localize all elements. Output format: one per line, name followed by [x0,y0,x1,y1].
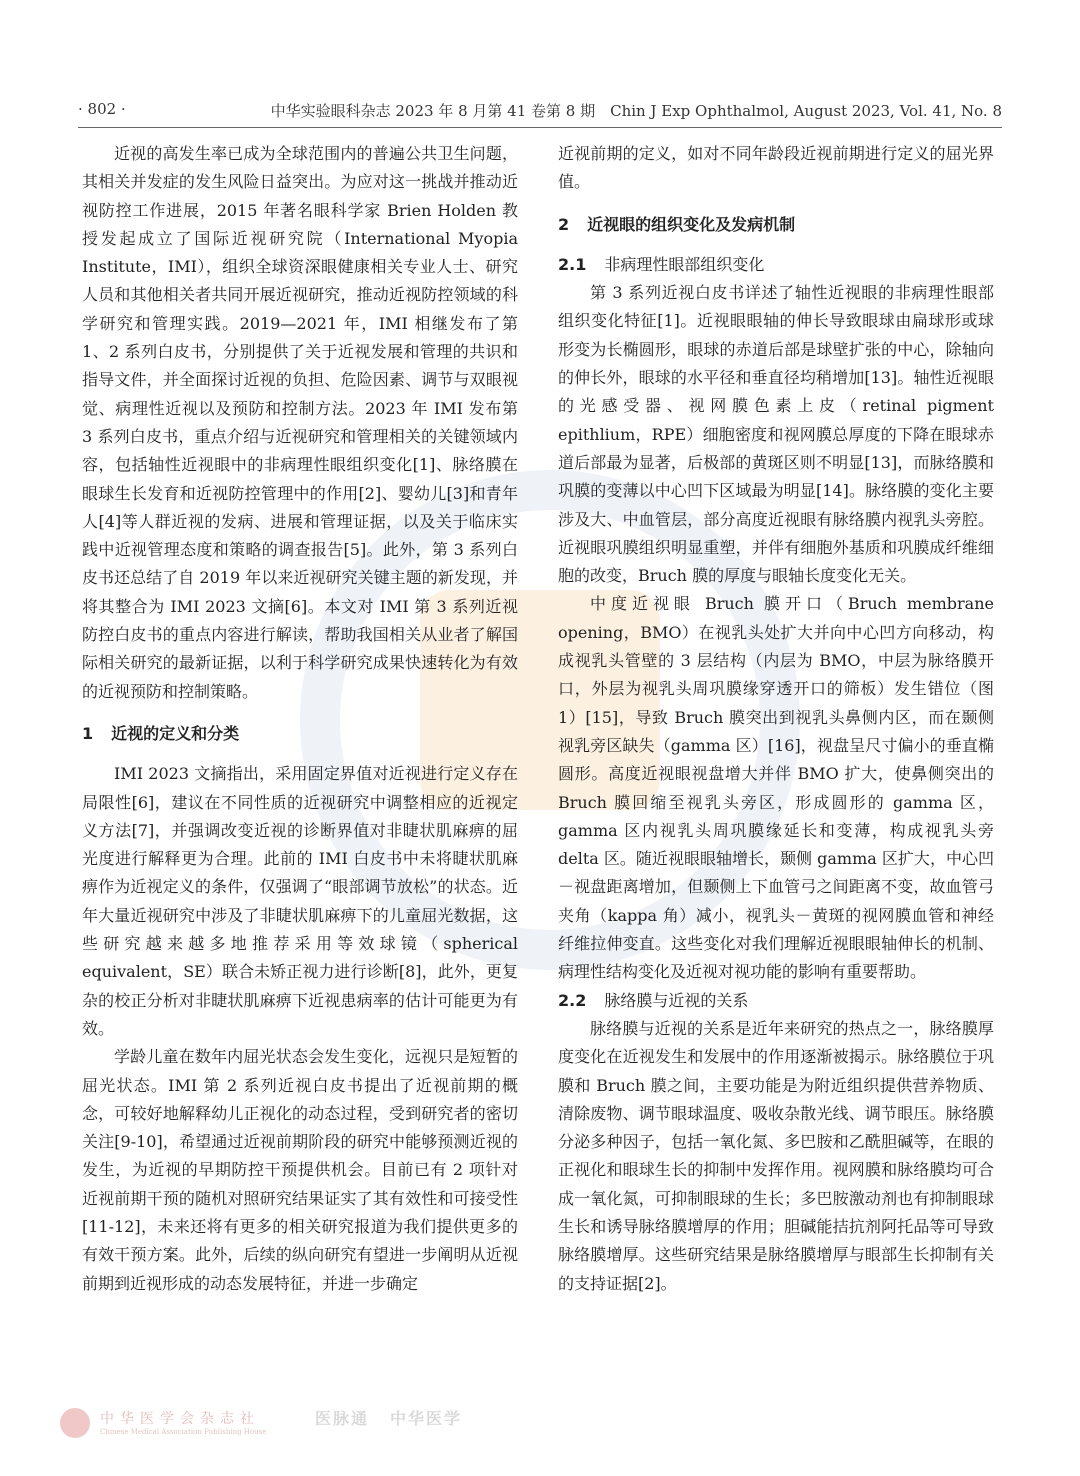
subsection-2-1-heading [558,251,994,279]
intro-paragraph: 近视的高发生率已成为全球范围内的普遍公共卫生问题，其相关并发症的发生风险日益突出。为应对这一挑战并推动近视防控工作进展，2015 年著名眼科学家 Brien Holden 教授发起成立了国际近视研究院（International Myopia Institute，IMI），组织全球资深眼健康相关专业人士、研究人员和其他相关者共同开展近视研究，推动近视防控领域的科学研究和管理实践。2019—2021 年，IMI 相继发布了第 1、2 系列白皮书，分别提供了关于近视发展和管理的共识和指导文件，并全面探讨近视的负担、危险因素、调节与双眼视觉、病理性近视以及预防和控制方法。2023 年 IMI 发布第 3 系列白皮书，重点介绍与近视研究和管理相关的关键领域内容，包括轴性近视眼中的非病理性眼组织变化[1]、脉络膜在眼球生长发育和近视防控管理中的作用[2]、婴幼儿[3]和青年人[4]等人群近视的发病、进展和管理证据，以及关于临床实践中近视管理态度和策略的调查报告[5]。此外，第 3 系列白皮书还总结了自 2019 年以来近视研究关键主题的新发现，并将其整合为 IMI 2023 文摘[6]。本文对 IMI 第 3 系列近视防控白皮书的重点内容进行解读，帮助我国相关从业者了解国际相关研究的最新证据，以利于科学研究成果快速转化为有效的近视预防和控制策略。 [82,144,518,701]
running-header [78,100,1002,126]
partner-logo: 中华医学 [390,1409,463,1428]
paragraph-continued: 近视前期的定义，如对不同年龄段近视前期进行定义的屈光界值。 [558,144,994,192]
subsection-number: 2.2 [558,990,587,1010]
section-title: 近视的定义和分类 [111,723,240,743]
header-rule [78,127,1002,128]
section-title: 近视眼的组织变化及发病机制 [587,214,796,234]
left-column [82,140,518,1298]
section-number: 1 [82,723,94,743]
paragraph: 中度近视眼 Bruch 膜开口（Bruch membrane opening，BMO）在视乳头处扩大并向中心凹方向移动，构成视乳头管壁的 3 层结构（内层为 BMO，中层为脉络膜开口，外层为视乳头周巩膜缘穿透开口的筛板）发生错位（图 1）[15]，导致 Bruch 膜突出到视乳头鼻侧内区，而在颞侧视乳旁区缺失（gamma 区）[16]，视盘呈尺寸偏小的垂直椭圆形。高度近视眼视盘增大并伴 BMO 扩大，使鼻侧突出的 Bruch 膜回缩至视乳头旁区，形成圆形的 gamma 区，gamma 区内视乳头周巩膜缘延长和变薄，构成视乳头旁 delta 区。随近视眼眼轴增长，颞侧 gamma 区扩大，中心凹－视盘距离增加，但颞侧上下血管弓之间距离不变，故血管弓夹角（kappa 角）减小，视乳头－黄斑的视网膜血管和神经纤维拉伸变直。这些变化对我们理解近视眼眼轴伸长的机制、病理性结构变化及近视对视功能的影响有重要帮助。 [558,594,994,982]
page-number: · 802 · [78,100,126,118]
subsection-title: 非病理性眼部组织变化 [604,254,765,274]
right-column [558,140,994,1298]
section-number: 2 [558,214,570,234]
publisher-seal-icon [60,1408,90,1438]
paragraph: 脉络膜与近视的关系是近年来研究的热点之一，脉络膜厚度变化在近视发生和发展中的作用逐渐被揭示。脉络膜位于巩膜和 Bruch 膜之间，主要功能是为附近组织提供营养物质、清除废物、调节眼球温度、吸收杂散光线、调节眼压。脉络膜分泌多种因子，包括一氧化氮、多巴胺和乙酰胆碱等，在眼的正视化和眼球生长的抑制中发挥作用。视网膜和脉络膜均可合成一氧化氮，可抑制眼球的生长；多巴胺激动剂也有抑制眼球生长和诱导脉络膜增厚的作用；胆碱能拮抗剂阿托品等可导致脉络膜增厚。这些研究结果是脉络膜增厚与眼部生长抑制有关的支持证据[2]。 [558,1018,994,1293]
subsection-2-2-heading [558,987,994,1015]
partner-logo: 医脉通 [315,1409,370,1428]
journal-citation: 中华实验眼科杂志 2023 年 8 月第 41 卷第 8 期 Chin J Exp Ophthalmol, August 2023, Vol. 41, No. 8 [270,102,1002,120]
paragraph: IMI 2023 文摘指出，采用固定界值对近视进行定义存在局限性[6]，建议在不同性质的近视研究中调整相应的近视定义方法[7]，并强调改变近视的诊断界值对非睫状肌麻痹的屈光度进行解释更为合理。此前的 IMI 白皮书中未将睫状肌麻痹作为近视定义的条件，仅强调了“眼部调节放松”的状态。近年大量近视研究中涉及了非睫状肌麻痹下的儿童屈光数据，这些研究越来越多地推荐采用等效球镜（spherical equivalent，SE）联合未矫正视力进行诊断[8]，此外，更复杂的校正分析对非睫状肌麻痹下近视患病率的估计可能更为有效。 [82,764,518,1038]
footer-logos [60,1402,480,1442]
paragraph: 学龄儿童在数年内屈光状态会发生变化，远视只是短暂的屈光状态。IMI 第 2 系列近视白皮书提出了近视前期的概念，可较好地解释幼儿正视化的动态过程，受到研究者的密切关注[9-10]，希望通过近视前期阶段的研究中能够预测近视的发生，为近视的早期防控干预提供机会。目前已有 2 项针对近视前期干预的随机对照研究结果证实了其有效性和可接受性[11-12]，未来还将有更多的相关研究报道为我们提供更多的有效干预方案。此外，后续的纵向研究有望进一步阐明从近视前期到近视形成的动态发展特征，并进一步确定 [82,1047,518,1293]
section-2-heading [558,211,994,239]
subsection-number: 2.1 [558,254,587,274]
subsection-title: 脉络膜与近视的关系 [604,990,749,1010]
paragraph: 第 3 系列近视白皮书详述了轴性近视眼的非病理性眼部组织变化特征[1]。近视眼眼轴的伸长导致眼球由扁球形或球形变为长椭圆形，眼球的赤道后部是球壁扩张的中心，除轴向的伸长外，眼球的水平径和垂直径均稍增加[13]。轴性近视眼的光感受器、视网膜色素上皮（retinal pigment epithlium，RPE）细胞密度和视网膜总厚度的下降在眼球赤道后部最为显著，后极部的黄斑区则不明显[13]，而脉络膜和巩膜的变薄以中心凹下区域最为明显[14]。脉络膜的变化主要涉及大、中血管层，部分高度近视眼有脉络膜内视乳头旁腔。近视眼巩膜组织明显重塑，并伴有细胞外基质和巩膜成纤维细胞的改变，Bruch 膜的厚度与眼轴长度变化无关。 [558,283,994,586]
publisher-name: 中华医学会杂志社 [100,1411,260,1427]
publisher-name-english: Chinese Medical Association Publishing House [100,1428,267,1436]
section-1-heading [82,720,518,748]
